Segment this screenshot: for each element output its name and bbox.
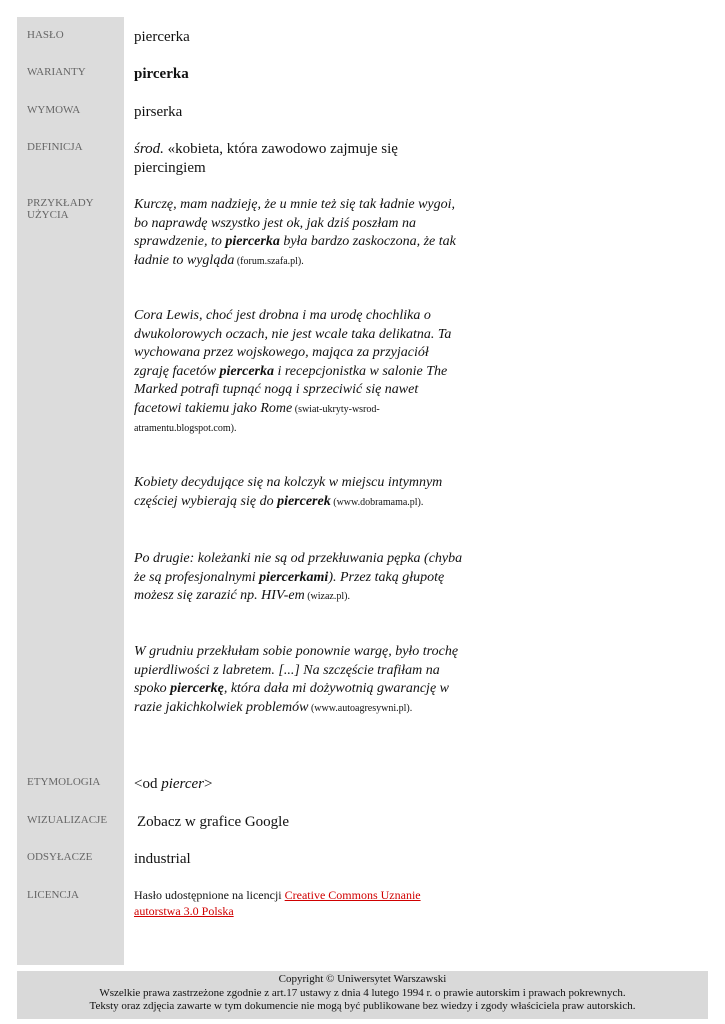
etymology-suffix: >: [203, 776, 213, 792]
example-text: ). Przez taką głupotę możesz się zarazić np. HIV-em: [134, 569, 445, 603]
style-qualifier: środ.: [134, 141, 164, 157]
example-5: [134, 643, 464, 718]
footer-rights: Wszelkie prawa zastrzeżone zgodnie z art.17 ustawy z dnia 4 lutego 1994 r. o prawie autorskim i prawach pokrewnych.: [99, 986, 626, 999]
example-text: , która dała mi dożywotnią gwarancję w razie jakichkolwiek problemów: [134, 681, 449, 715]
definition-text: «kobieta, która zawodowo zajmuje się piercingiem: [134, 141, 398, 176]
definition: [134, 140, 464, 178]
license-link[interactable]: Creative Commons Uznanie autorstwa 3.0 Polska: [134, 888, 421, 918]
example-text: Cora Lewis, choć jest drobna i ma urodę chochlika o dwukolorowych oczach, nie jest wcale taka delikatna. Ta wychowana przez wojskowego, mająca za przyjaciół zgraję facetów: [134, 308, 452, 379]
label-haslo: HASŁO: [27, 29, 64, 41]
example-text: Kobiety decydujące się na kolczyk w miejscu intymnym częściej wybierają się do: [134, 475, 443, 509]
example-3: [134, 474, 464, 512]
example-source: (forum.szafa.pl).: [234, 255, 304, 267]
license-text: [134, 887, 454, 919]
example-text: była bardzo zaskoczona, że tak ładnie to wygląda: [134, 234, 456, 268]
example-source: (swiat-ukryty-wsrod-atramentu.blogspot.com).: [134, 403, 380, 434]
example-source: (www.autoagresywni.pl).: [308, 702, 413, 714]
label-przyklady: [27, 197, 94, 221]
example-4: [134, 550, 464, 607]
label-licencja: LICENCJA: [27, 889, 79, 901]
example-headword: piercerek: [277, 493, 331, 509]
variant: pircerka: [134, 66, 189, 82]
label-wymowa: WYMOWA: [27, 104, 81, 116]
headword: piercerka: [134, 29, 190, 45]
footer-copyright: Copyright © Uniwersytet Warszawski: [278, 973, 447, 985]
google-images-link[interactable]: Zobacz w grafice Google: [137, 814, 290, 830]
example-text: Kurczę, mam nadzieję, że u mnie też się tak ładnie wygoi, bo naprawdę wszystko jest ok, jak dziś poszłam na sprawdzenie, to: [134, 197, 456, 249]
label-przyklady-line1: PRZYKŁADY: [27, 197, 94, 209]
example-headword: piercerkami: [259, 569, 329, 585]
example-text: W grudniu przekłułam sobie ponownie wargę, było trochę upierdliwości z labretem. [...] Na szczęście trafiłam na spoko: [134, 644, 459, 696]
label-definicja: DEFINICJA: [27, 141, 83, 153]
label-warianty: WARIANTY: [27, 66, 86, 78]
etymology-word: piercer: [161, 776, 204, 792]
example-source: (wizaz.pl).: [304, 591, 350, 602]
license-prefix: Hasło udostępnione na licencji: [134, 888, 285, 902]
label-wizualizacje: WIZUALIZACJE: [27, 814, 108, 826]
example-text: Po drugie: koleżanki nie są od przekłuwania pępka (chyba że są profesjonalnymi: [134, 551, 463, 585]
etymology-prefix: <od: [134, 776, 162, 792]
footer-notice: Teksty oraz zdjęcia zawarte w tym dokumencie nie mogą być publikowane bez wiedzy i zgody właściciela praw autorskich.: [89, 1000, 636, 1012]
example-source: (www.dobramama.pl).: [330, 496, 424, 508]
example-headword: piercerka: [219, 363, 274, 379]
label-odsylacze: ODSYŁACZE: [27, 851, 93, 863]
label-etymologia: ETYMOLOGIA: [27, 776, 101, 788]
example-headword: piercerka: [225, 234, 280, 249]
pronunciation: pirserka: [134, 104, 183, 120]
etymology: [134, 775, 464, 794]
example-text: i recepcjonistka w salonie The Marked potrafi tupnąć nogą i sprzeciwić się nawet facetowi takiemu jako Rome: [134, 363, 448, 416]
cross-reference[interactable]: industrial: [134, 851, 191, 867]
example-1: [134, 196, 464, 271]
example-2: [134, 307, 464, 439]
label-przyklady-line2: UŻYCIA: [27, 209, 69, 221]
footer: [17, 971, 708, 1019]
example-headword: piercerkę: [170, 681, 224, 696]
